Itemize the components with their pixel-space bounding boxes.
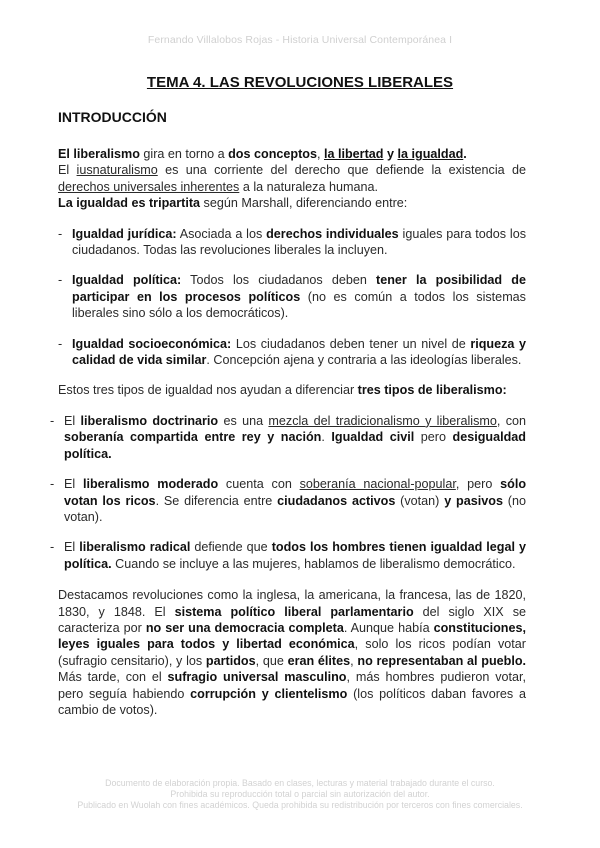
document-body (50, 146, 527, 718)
term-iusnaturalismo: iusnaturalismo (76, 163, 158, 178)
types-intro: Estos tres tipos de igualdad nos ayudan a diferenciar tres tipos de liberalismo: (58, 383, 507, 398)
list-item-liberalismo-doctrinario: - El liberalismo doctrinario es una mezcla del tradicionalismo y liberalismo, con soberanía compartida entre rey y nación. Igualdad civil pero desigualdad política. (50, 413, 527, 461)
page-title: TEMA 4. LAS REVOLUCIONES LIBERALES (146, 74, 454, 91)
intro-paragraph: El liberalismo gira en torno a dos conceptos, la libertad y la igualdad. El iusnaturalismo es una corriente del derecho que defiende la existencia de derechos universales inherentes a la naturaleza humana. La igualdad es tripartita según Marshall, diferenciando entre: (58, 147, 526, 211)
section-heading: INTRODUCCIÓN (58, 109, 167, 125)
footer-line: Publicado en Wuolah con fines académicos. Queda prohibida su redistribución por terceros con fines comerciales. (77, 800, 523, 811)
term-liberalismo: El liberalismo (58, 147, 140, 161)
footer-line: Documento de elaboración propia. Basado en clases, lecturas y material trabajado durante el curso. (105, 778, 495, 788)
list-item-liberalismo-moderado: - El liberalismo moderado cuenta con soberanía nacional-popular, pero sólo votan los ricos. Se diferencia entre ciudadanos activos (votan) y pasivos (no votan). (50, 477, 527, 524)
closing-paragraph: Destacamos revoluciones como la inglesa, la americana, la francesa, las de 1820, 1830, y 1848. El sistema político liberal parlamentario del siglo XIX se caracteriza por no ser una democracia completa. Aunque había constituciones, leyes iguales para todos y libertad económica, solo los ricos podían votar (sufragio censitario), y los partidos, que eran élites, no representaban al pueblo. Más tarde, con el sufragio universal masculino, más hombres pudieron votar, pero seguía habiendo corrupción y clientelismo (los políticos daban favores a cambio de votos). (58, 588, 527, 717)
list-item-igualdad-socioeconomica: - Igualdad socioeconómica: Los ciudadanos deben tener un nivel de riqueza y calidad de vida similar. Concepción ajena y contraria a las ideologías liberales. (58, 336, 527, 368)
list-item-igualdad-politica: - Igualdad política: Todos los ciudadanos deben tener la posibilidad de participar en los procesos políticos (no es común a todos los sistemas liberales sino sólo a los democráticos). (58, 273, 526, 321)
page-header: Fernando Villalobos Rojas - Historia Universal Contemporánea I (147, 34, 453, 46)
list-item-igualdad-juridica: - Igualdad jurídica: Asociada a los derechos individuales iguales para todos los ciudadanos. Todas las revoluciones liberales la incluyen. (58, 226, 527, 258)
footer-line: Prohibida su reproducción total o parcial sin autorización del autor. (170, 789, 430, 800)
term-igualdad: la igualdad (397, 147, 464, 161)
term-libertad: la libertad (323, 147, 384, 161)
list-item-liberalismo-radical: - El liberalismo radical defiende que todos los hombres tienen igualdad legal y política. Cuando se incluye a las mujeres, hablamos de liberalismo democrático. (50, 540, 526, 571)
page-footer (0, 778, 600, 812)
